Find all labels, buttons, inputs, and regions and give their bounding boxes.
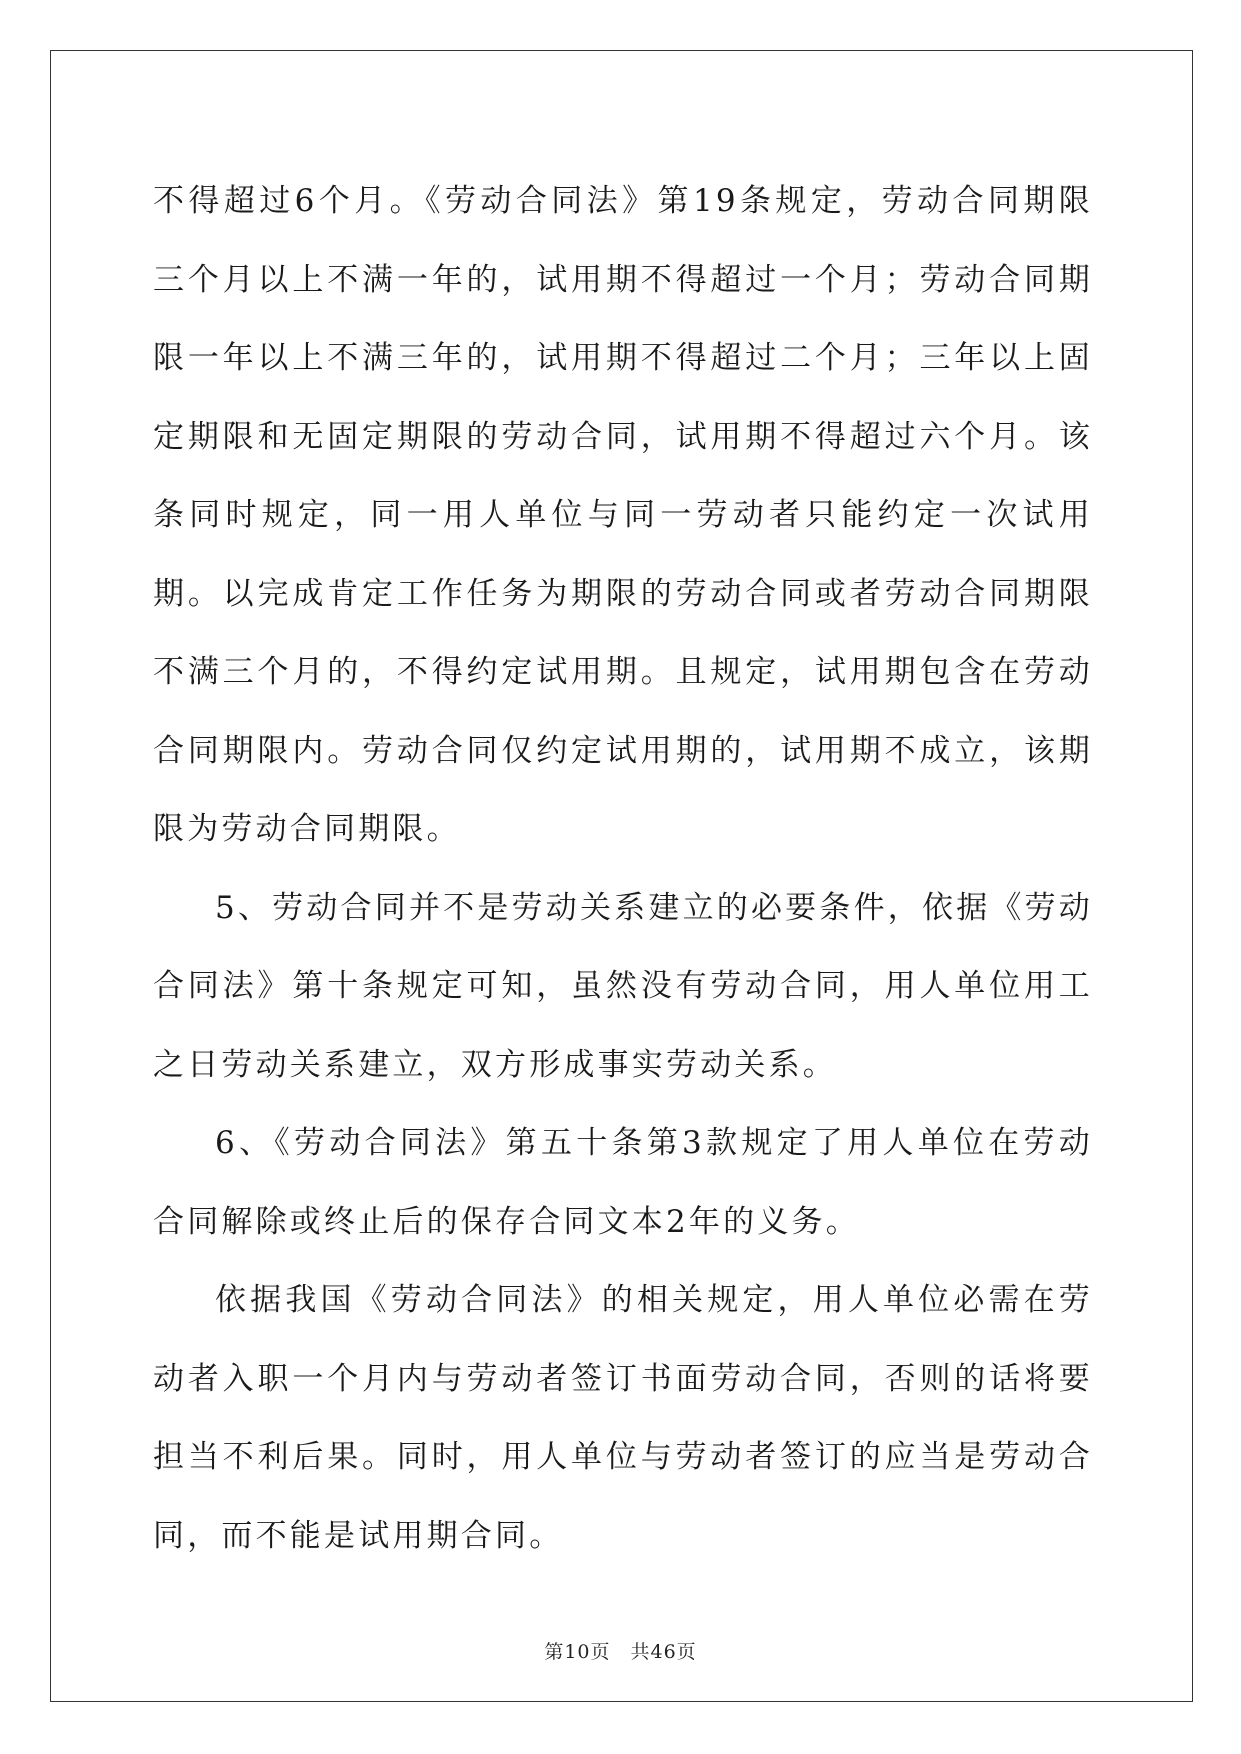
page-number: 第10页 bbox=[544, 1641, 611, 1663]
paragraph-summary: 依据我国《劳动合同法》的相关规定，用人单位必需在劳动者入职一个月内与劳动者签订书面劳动合同，否则的话将要担当不利后果。同时，用人单位与劳动者签订的应当是劳动合同，而不能是试用期合同。 bbox=[153, 1282, 1093, 1554]
page-footer bbox=[0, 1637, 1241, 1664]
document-body bbox=[153, 162, 1093, 1575]
page-total: 共46页 bbox=[630, 1641, 697, 1663]
paragraph-continuation: 不得超过6个月。《劳动合同法》第19条规定，劳动合同期限三个月以上不满一年的，试用期不得超过一个月；劳动合同期限一年以上不满三年的，试用期不得超过二个月；三年以上固定期限和无固定期限的劳动合同，试用期不得超过六个月。该条同时规定，同一用人单位与同一劳动者只能约定一次试用期。以完成肯定工作任务为期限的劳动合同或者劳动合同期限不满三个月的，不得约定试用期。且规定，试用期包含在劳动合同期限内。劳动合同仅约定试用期的，试用期不成立，该期限为劳动合同期限。 bbox=[153, 183, 1093, 847]
paragraph-item-6: 6、《劳动合同法》第五十条第3款规定了用人单位在劳动合同解除或终止后的保存合同文本2年的义务。 bbox=[153, 1125, 1093, 1240]
paragraph-item-5: 5、劳动合同并不是劳动关系建立的必要条件，依据《劳动合同法》第十条规定可知，虽然没有劳动合同，用人单位用工之日劳动关系建立，双方形成事实劳动关系。 bbox=[153, 889, 1093, 1083]
